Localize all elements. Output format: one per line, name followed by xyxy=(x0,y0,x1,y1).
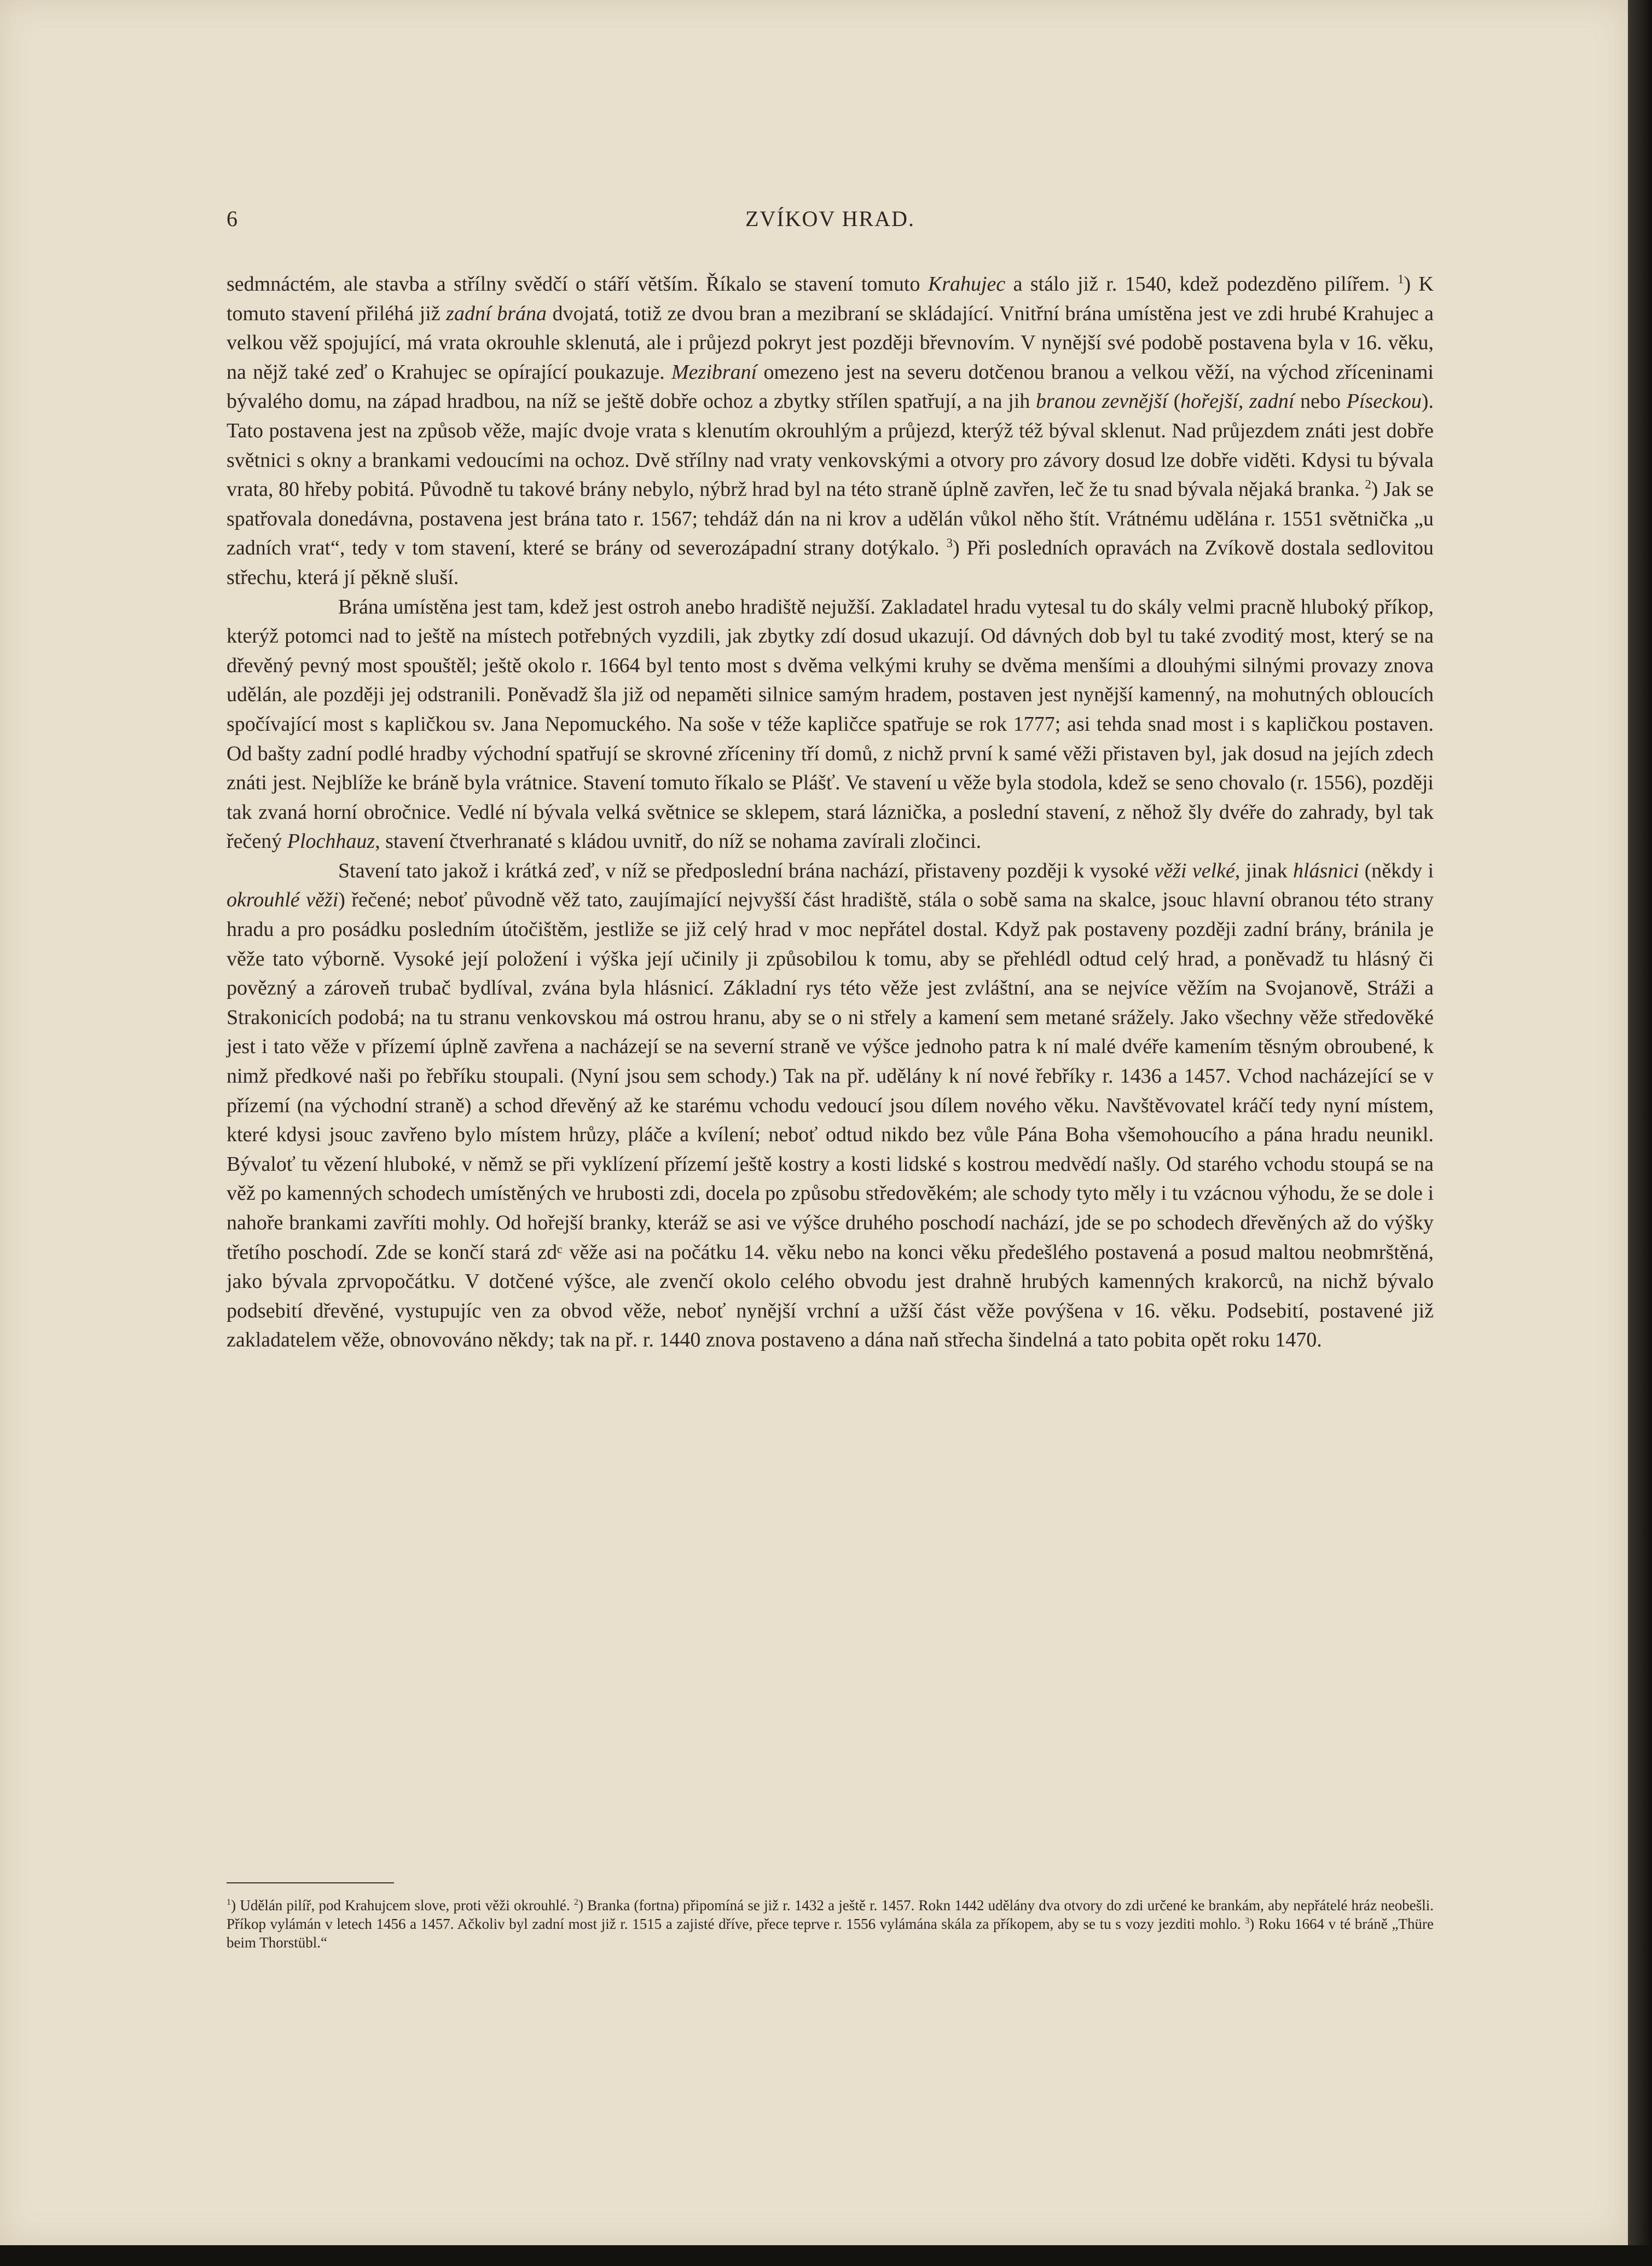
text-run: ) Roku 1664 v té bráně „Thüre beim Thorstübl.“ xyxy=(227,1916,1434,1951)
page-number: 6 xyxy=(227,206,237,231)
footnote-divider xyxy=(227,1882,394,1883)
italic-term: Plochhauz xyxy=(287,830,375,853)
text-run: , stavení čtverhranaté s kládou uvnitř, do níž se nohama zavírali zločinci. xyxy=(375,830,982,853)
text-run: Stavení tato jakož i krátká zeď, v níž se předposlední brána nachází, přistaveny později k vysoké xyxy=(338,859,1155,882)
text-run: nebo xyxy=(1294,390,1347,413)
italic-term: Mezibraní xyxy=(671,360,757,384)
text-run: dvojatá, totiž ze dvou bran a mezibraní se skládající. Vnitřní brána umístěna jest ve zdi hrubé Krahujec a velkou věž spojující, má vrata okrouhle sklenutá, ale i průjezd pokryt jest později břevnovím. V nynější své podobě postavena byla v 16. věku, na nějž také zeď o Krahujec se opírající poukazuje. xyxy=(227,302,1434,384)
text-run: ) řečené; neboť původně věž tato, zaujímající nejvyšší část hradiště, stála o sobě sama na skalce, jsouc hlavní obranou této strany hradu a pro posádku posledním útočištěm, jestliže se již celý hrad v moc nepřátel dostal. Když pak postaveny později zadní brány, bránila je věže tato výborně. Vysoké její položení i výška její učinily ji způsobilou k tomu, aby se přehlédl odtud celý hrad, a poněvadž tu hlásný či povězný a zároveň trubač bydlíval, zvána byla hlásnicí. Základní rys této věže jest zvláštní, ana se nejvíce věžím na Svojanově, Stráži a Strakonicích podobá; na tu stranu venkovskou má ostrou hranu, aby se o ni střely a kamení sem metané srážely. Jako všechny věže středověké jest i tato věže v přízemí úplně zavřena a nacházejí se na severní straně ve výšce jednoho patra k ní malé dvéře kamením těsným obroubené, k nimž předkové naši po řebříku stoupali. (Nyní jsou sem schody.) Tak na př. udělány k ní nové řebříky r. 1436 a 1457. Vchod nacházející se v přízemí (na východní straně) a schod dřevěný až ke starému vchodu vedoucí jsou dílem nového věku. Navštěvovatel kráčí tedy nyní místem, které kdysi jsouc zavřeno bylo místem hrůzy, pláče a kvílení; neboť odtud nikdo bez vůle Pána Boha všemohoucího a pána hradu neunikl. Bývaloť tu vězení hluboké, v němž se při vyklízení přízemí ještě kostry a kosti lidské s kostrou medvědí našly. Od starého vchodu stoupá se na věž po kamenných schodech umístěných ve hrubosti zdi, docela po způsobu středověkém; ale schody tyto měly i tu vzácnou výhodu, že se dole i nahoře brankami zavříti mohly. Od hořejší branky, kteráž se asi ve výšce druhého poschodí nachází, jde se po schodech dřevěných až do výšky třetího poschodí. Zde se končí stará zdᶜ věže asi na počátku 14. věku nebo na konci věku předešlého postavená a posud maltou neobmrštěná, jako bývala zprvopočátku. V dotčené výšce, ale zvenčí okolo celého obvodu jest drahně hrubých kamenných krakorců, na nichž bývalo podsebití dřevěné, vystupujíc ven za obvod věže, neboť nynější vrchní a užší část věže povýšena v 16. věku. Podsebití, postavené již zakladatelem věže, obnovováno někdy; tak na př. r. 1440 znova postaveno a dána naň střecha šindelná a tato pobita opět roku 1470. xyxy=(227,888,1434,1352)
body-text xyxy=(227,270,1434,1355)
text-run: omezeno jest na severu dotčenou branou a velkou věží, na východ zříceninami bývalého domu, na západ hradbou, na níž se ještě dobře ochoz a zbytky střílen spatřují, a na jih xyxy=(227,360,1434,413)
text-run: Brána umístěna jest tam, kdež jest ostroh anebo hradiště nejužší. Zakladatel hradu vytesal tu do skály velmi pracně hluboký příkop, kterýž potomci nad to ještě na místech potřebných vyzdili, jak zbytky zdí dosud ukazují. Od dávných dob byl tu také zvoditý most, který se na dřevěný pevný most spouštěl; ještě okolo r. 1664 byl tento most s dvěma velkými kruhy se dvěma menšími a dlouhými silnými provazy znova udělán, ale později jej odstranili. Poněvadž šla již od nepaměti silnice samým hradem, postaven jest nynější kamenný, na mohutných obloucích spočívající most s kapličkou sv. Jana Nepomuckého. Na soše v téže kapličce spatřuje se rok 1777; asi tehda snad most i s kapličkou postaven. Od bašty zadní podlé hradby východní spatřují se skrovné zříceniny tří domů, z nichž první k samé věži přistaven byl, jak dosud na jejích zdech znáti jest. Nejblíže ke bráně byla vrátnice. Stavení tomuto říkalo se Plášť. Ve stavení u věže byla stodola, kdež se seno chovalo (r. 1556), později tak zvaná horní obročnice. Vedlé ní bývala velká světnice se sklepem, stará láznička, a poslední stavení, z něhož šly dvéře do zahrady, byl tak řečený xyxy=(227,595,1434,853)
footnote-marker: 2 xyxy=(1365,477,1371,492)
text-run: ) K tomuto stavení přiléhá již xyxy=(227,273,1434,325)
paragraph-p3 xyxy=(227,857,1434,1355)
text-run: (někdy i xyxy=(1359,859,1434,882)
italic-term: hořejší, zadní xyxy=(1180,390,1295,413)
italic-term: věži velké xyxy=(1154,859,1235,882)
italic-term: branou zevnější xyxy=(1036,390,1168,413)
paragraph-p2 xyxy=(227,593,1434,857)
italic-term: zadní brána xyxy=(446,302,547,325)
italic-term: hlásnici xyxy=(1292,859,1359,882)
text-run: , jinak xyxy=(1234,859,1293,882)
text-run: ). Tato postavena jest na způsob věže, majíc dvoje vrata s klenutím okrouhlým a průjezd, kterýž též býval sklenut. Nad průjezdem znáti jest dobře světnici s okny a brankami vedoucími na ochoz. Dvě střílny nad vraty venkovskými a otvory pro závory dosud lze dobře viděti. Kdysi tu bývala vrata, 80 hřeby pobitá. Původně tu takové brány nebylo, nýbrž hrad byl na této straně úplně zavřen, leč že tu snad bývala nějaká branka. xyxy=(227,390,1434,501)
text-run: ) Udělán pilíř, pod Krahujcem slove, proti věži okrouhlé. xyxy=(231,1897,574,1914)
footnotes-paragraph xyxy=(227,1896,1434,1952)
footnote-marker: 3 xyxy=(946,536,953,550)
italic-term: Krahujec xyxy=(928,273,1006,296)
text-run: ( xyxy=(1167,390,1181,413)
footnote-marker: 3 xyxy=(1245,1916,1250,1926)
text-run: ) Jak se spatřovala donedávna, postavena jest brána tato r. 1567; tehdáž dán na ni krov a udělán vůkol něho štít. Vrátnému udělána r. 1551 světnička „u zadních vrat“, tedy v tom stavení, které se brány od severozápadní strany dotýkalo. xyxy=(227,478,1434,560)
text-run: ) Branka (fortna) připomíná se již r. 1432 a ještě r. 1457. Rokn 1442 udělány dva otvory do zdi určené ke brankám, aby nepřátelé hráz neobešli. Příkop vylámán v letech 1456 a 1457. Ačkoliv byl zadní most již r. 1515 a zajisté dříve, přece teprve r. 1556 vylámána skála za příkopem, aby se tu s vozy jezditi mohlo. xyxy=(227,1897,1434,1932)
paragraph-p1 xyxy=(227,270,1434,593)
running-head xyxy=(227,206,1434,239)
text-run: ) Při posledních opravách na Zvíkově dostala sedlovitou střechu, která jí pěkně sluší. xyxy=(227,536,1434,589)
footnote-marker: 1 xyxy=(1398,272,1404,286)
footnote-marker: 2 xyxy=(573,1897,579,1907)
page-title: ZVÍKOV HRAD. xyxy=(745,206,915,231)
italic-term: okrouhlé věži xyxy=(227,888,339,912)
book-spine-shadow xyxy=(1628,0,1652,2266)
page-bottom-edge xyxy=(0,2245,1652,2266)
footnote-marker: 1 xyxy=(227,1897,231,1907)
footnotes xyxy=(227,1896,1434,1952)
text-run: sedmnáctém, ale stavba a střílny svědčí o stáří větším. Říkalo se stavení tomuto xyxy=(227,273,928,296)
italic-term: Píseckou xyxy=(1346,390,1422,413)
text-run: a stálo již r. 1540, kdež podezděno pilířem. xyxy=(1005,273,1398,296)
